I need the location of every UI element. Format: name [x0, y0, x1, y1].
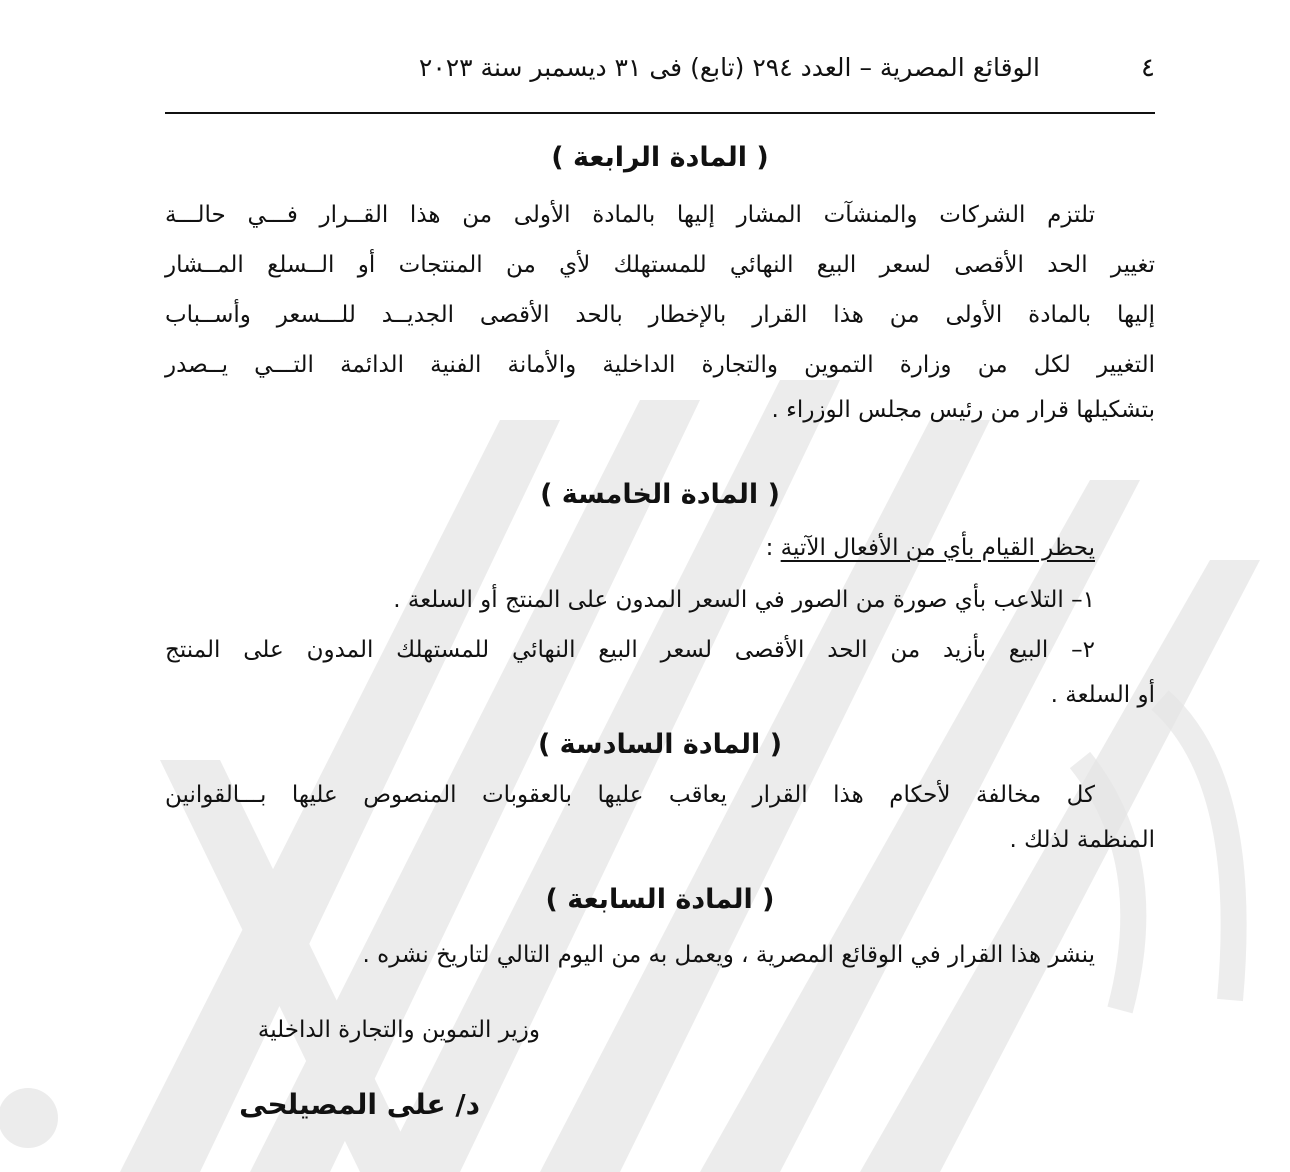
- article-6-line: كل مخالفة لأحكام هذا القرار يعاقب عليها بالعقوبات المنصوص عليها بـــالقوانين: [165, 782, 1095, 808]
- header-divider: [165, 112, 1155, 114]
- article-4-line: التغيير لكل من وزارة التموين والتجارة الداخلية والأمانة الفنية الدائمة التـــي يــصدر: [165, 352, 1155, 378]
- article-4-line: تلتزم الشركات والمنشآت المشار إليها بالمادة الأولى من هذا القــرار فـــي حالـــة: [165, 202, 1095, 228]
- article-5-intro-text: يحظر القيام بأي من الأفعال الآتية: [780, 535, 1095, 561]
- article-6-heading: ( المادة السادسة ): [537, 729, 783, 760]
- signatory-title: وزير التموين والتجارة الداخلية: [257, 1017, 540, 1043]
- article-4-line: تغيير الحد الأقصى لسعر البيع النهائي للمستهلك لأي من المنتجات أو الــسلع المــشار: [165, 252, 1155, 278]
- article-5-intro-colon: :: [765, 535, 781, 561]
- page-number: ٤: [1141, 53, 1155, 83]
- article-4-line: إليها بالمادة الأولى من هذا القرار بالإخطار بالحد الأقصى الجديــد للـــسعر وأســباب: [165, 302, 1155, 328]
- gazette-header-title: الوقائع المصرية – العدد ٢٩٤ (تابع) فى ٣١ ديسمبر سنة ٢٠٢٣: [418, 53, 1040, 82]
- article-5-intro: [165, 528, 1155, 568]
- article-7-line: ينشر هذا القرار في الوقائع المصرية ، ويعمل به من اليوم التالي لتاريخ نشره .: [362, 942, 1095, 968]
- article-6-line: المنظمة لذلك .: [1009, 827, 1155, 853]
- signatory-name: د/ على المصيلحى: [239, 1088, 480, 1121]
- article-5-item: ٢– البيع بأزيد من الحد الأقصى لسعر البيع النهائي للمستهلك المدون على المنتج: [165, 637, 1095, 663]
- article-4-heading: ( المادة الرابعة ): [551, 142, 769, 173]
- article-5-item-continuation: أو السلعة .: [1050, 682, 1155, 708]
- article-5-heading: ( المادة الخامسة ): [540, 479, 780, 510]
- article-4-line: بتشكيلها قرار من رئيس مجلس الوزراء .: [771, 397, 1155, 423]
- article-7-heading: ( المادة السابعة ): [545, 884, 775, 915]
- article-5-item: ١– التلاعب بأي صورة من الصور في السعر المدون على المنتج أو السلعة .: [393, 587, 1095, 613]
